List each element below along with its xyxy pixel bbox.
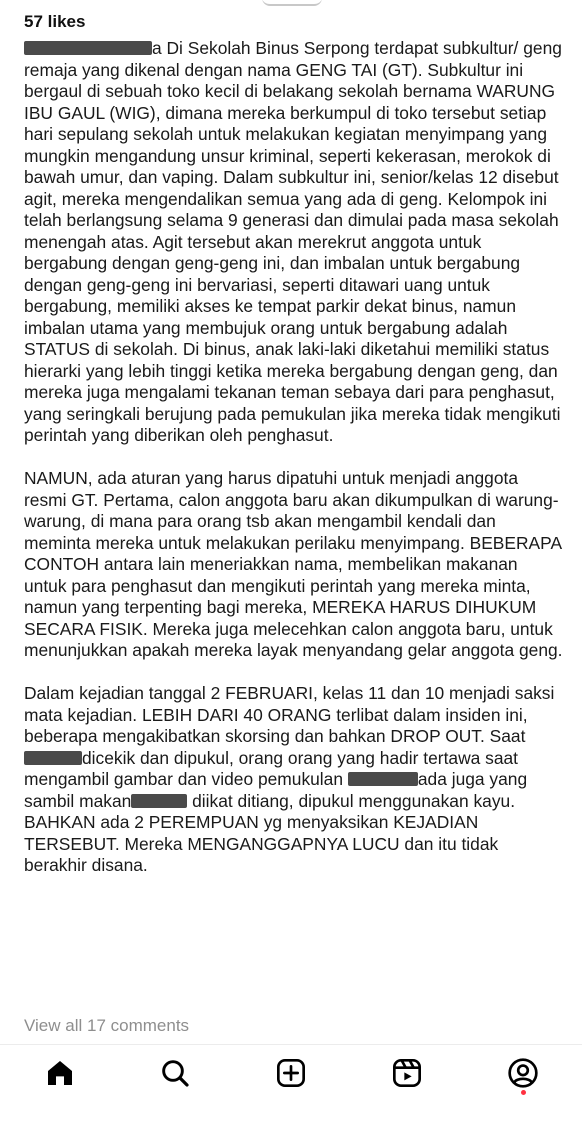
redacted-block [24, 41, 152, 55]
caption-paragraph [24, 468, 564, 662]
caption-text: a Di Sekolah Binus Serpong terdapat subkultur/ geng remaja yang dikenal dengan nama GENG TAI (GT). Subkultur ini bergaul di sebuah toko kecil di belakang sekolah bernama WARUNG IBU GAUL (WIG), dimana mereka berkumpul di toko tersebut setiap hari sepulang sekolah untuk melakukan kegiatan menyimpang yang mungkin mengandung unsur kriminal, seperti kekerasan, merokok di bawah umur, dan vaping. Dalam subkultur ini, senior/kelas 12 disebut agit, mereka mengendalikan semua yang ada di geng. Kelompok ini telah berlangsung selama 9 generasi dan dimulai pada masa sekolah menengah atas. Agit tersebut akan merekrut anggota untuk bergabung dengan geng-geng ini, dan imbalan untuk bergabung dengan geng-geng ini bervariasi, seperti ditawari uang untuk bergabung, memiliki akses ke tempat parkir dekat binus, namun imbalan utama yang membujuk orang untuk bergabung adalah STATUS di sekolah. Di binus, anak laki-laki diketahui memiliki status hierarki yang lebih tinggi ketika mereka bergabung dengan geng, dan mereka juga mengalami tekanan teman sebaya dari para penghasut, yang seringkali berujung pada pemukulan jika mereka tidak mengikuti perintah yang diberikan oleh penghasut. [24, 38, 562, 445]
caption-text: ada juga yang sambil makan [24, 769, 528, 811]
caption-text: Dalam kejadian tanggal 2 FEBRUARI, kelas 11 dan 10 menjadi saksi mata kejadian. LEBIH DARI 40 ORANG terlibat dalam insiden ini, beberapa mengakibatkan skorsing dan bahkan DROP OUT. Saat [24, 683, 555, 746]
nav-home[interactable] [40, 1053, 80, 1093]
top-edge-fragment [262, 0, 322, 6]
home-icon [44, 1057, 76, 1089]
reels-icon [391, 1057, 423, 1089]
caption-paragraph [24, 38, 564, 447]
profile-icon [507, 1057, 539, 1089]
create-post-icon [275, 1057, 307, 1089]
bottom-navigation-bar [0, 1044, 582, 1126]
nav-reels[interactable] [387, 1053, 427, 1093]
notification-dot [521, 1090, 526, 1095]
view-all-comments-link[interactable]: View all 17 comments [24, 1016, 190, 1035]
redacted-block [131, 794, 187, 808]
redacted-block [348, 772, 418, 786]
likes-count[interactable]: 57 likes [24, 12, 86, 31]
nav-search[interactable] [155, 1053, 195, 1093]
nav-create[interactable] [271, 1053, 311, 1093]
caption-text: diikat ditiang, dipukul menggunakan kayu. BAHKAN ada 2 PEREMPUAN yg menyaksikan KEJADIAN TERSEBUT. Mereka MENGANGGAPNYA LUCU dan itu tidak berakhir disana. [24, 790, 516, 875]
caption-text: dicekik dan dipukul, orang orang yang hadir tertawa saat mengambil gambar dan video pemukulan [24, 747, 519, 789]
caption-paragraph [24, 683, 564, 877]
post-caption [24, 38, 564, 898]
caption-text: NAMUN, ada aturan yang harus dipatuhi untuk menjadi anggota resmi GT. Pertama, calon anggota baru akan dikumpulkan di warung-warung, di mana para orang tsb akan mengambil kendali dan meminta mereka untuk melakukan perilaku menyimpang. BEBERAPA CONTOH antara lain meneriakkan nama, membelikan makanan untuk para penghasut dan mengikuti perintah yang mereka minta, namun yang terpenting bagi mereka, MEREKA HARUS DIHUKUM SECARA FISIK. Mereka juga melecehkan calon anggota baru, untuk menunjukkan apakah mereka layak menyandang gelar anggota geng. [24, 468, 563, 660]
nav-profile[interactable] [503, 1053, 543, 1093]
redacted-block [24, 751, 82, 765]
search-icon [159, 1057, 191, 1089]
